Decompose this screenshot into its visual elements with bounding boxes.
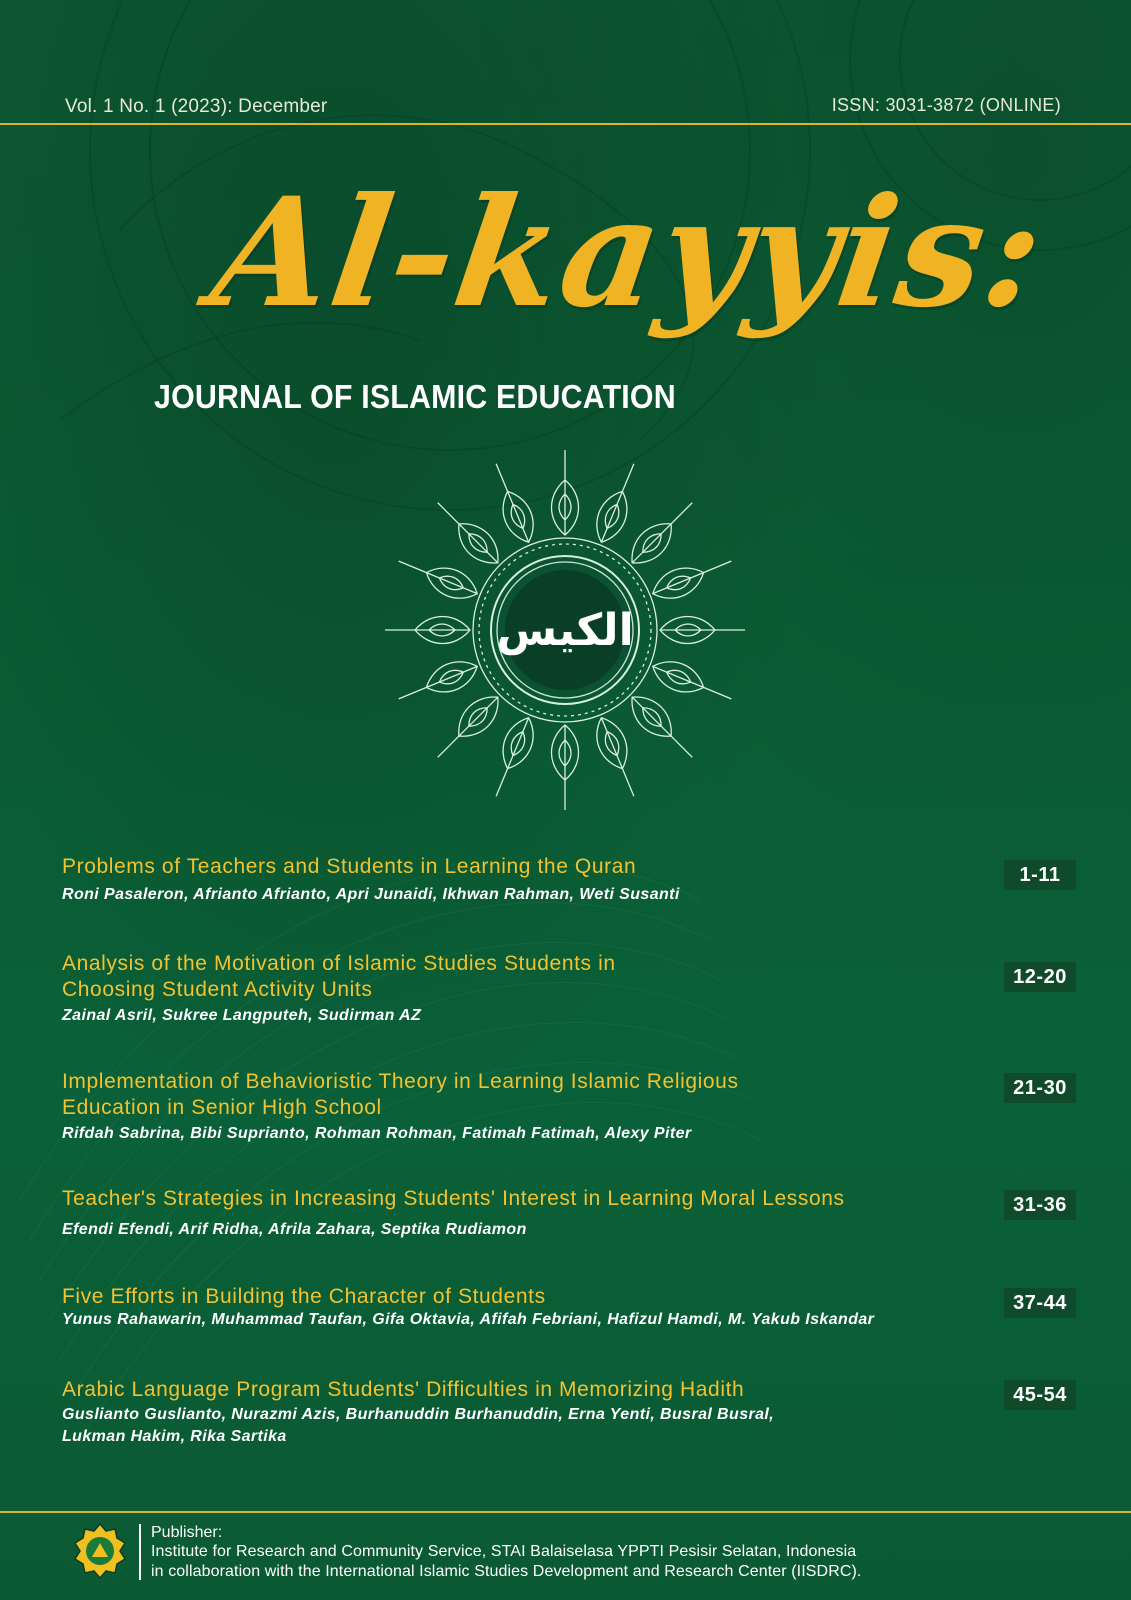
issn: ISSN: 3031-3872 (ONLINE): [831, 95, 1061, 115]
article-authors: Roni Pasaleron, Afrianto Afrianto, Apri Junaidi, Ikhwan Rahman, Weti Susanti: [62, 886, 680, 903]
article-pages: 37-44: [1004, 1288, 1076, 1318]
article-authors: Yunus Rahawarin, Muhammad Taufan, Gifa Oktavia, Afifah Febriani, Hafizul Hamdi, M. Yakub Iskandar: [62, 1311, 875, 1328]
article-pages: 12-20: [1004, 962, 1076, 992]
article-title: Problems of Teachers and Students in Learning the Quran: [62, 855, 637, 878]
article-pages: 21-30: [1004, 1073, 1076, 1103]
article-title: Five Efforts in Building the Character of Students: [62, 1285, 546, 1308]
article-authors: Efendi Efendi, Arif Ridha, Afrila Zahara, Septika Rudiamon: [62, 1221, 527, 1238]
header-rule: [0, 123, 1131, 125]
article-title: Teacher's Strategies in Increasing Students' Interest in Learning Moral Lessons: [62, 1187, 845, 1210]
footer-divider: [139, 1524, 141, 1580]
article-title-line1: Analysis of the Motivation of Islamic Studies Students in: [62, 952, 616, 975]
volume-info: Vol. 1 No. 1 (2023): December: [65, 96, 328, 117]
article-pages: 31-36: [1004, 1190, 1076, 1220]
publisher-collaboration: in collaboration with the International Islamic Studies Development and Research Center (IISDRC).: [151, 1563, 862, 1580]
journal-title: Al-kayyis:: [202, 165, 1056, 341]
article-pages: 45-54: [1004, 1380, 1076, 1410]
emblem-icon: [380, 445, 750, 815]
emblem-arabic-text: الكيس: [496, 605, 634, 656]
article-title-line1: Implementation of Behavioristic Theory in Learning Islamic Religious: [62, 1070, 739, 1093]
publisher-label: Publisher:: [151, 1524, 223, 1541]
article-authors-line2: Lukman Hakim, Rika Sartika: [62, 1428, 287, 1445]
article-title-line2: Choosing Student Activity Units: [62, 978, 373, 1001]
institution-logo-icon: [70, 1521, 130, 1581]
article-title-line2: Education in Senior High School: [62, 1096, 382, 1119]
article-authors-line1: Guslianto Guslianto, Nurazmi Azis, Burhanuddin Burhanuddin, Erna Yenti, Busral Busral,: [62, 1406, 775, 1423]
publisher-name: Institute for Research and Community Service, STAI Balaiselasa YPPTI Pesisir Selatan, Indonesia: [151, 1543, 857, 1560]
article-authors: Rifdah Sabrina, Bibi Suprianto, Rohman Rohman, Fatimah Fatimah, Alexy Piter: [62, 1125, 692, 1142]
header-bar: [0, 0, 1131, 124]
article-title: Arabic Language Program Students' Difficulties in Memorizing Hadith: [62, 1378, 745, 1401]
article-authors: Zainal Asril, Sukree Langputeh, Sudirman AZ: [62, 1007, 422, 1024]
article-pages: 1-11: [1004, 860, 1076, 890]
journal-subtitle: JOURNAL OF ISLAMIC EDUCATION: [154, 378, 676, 415]
